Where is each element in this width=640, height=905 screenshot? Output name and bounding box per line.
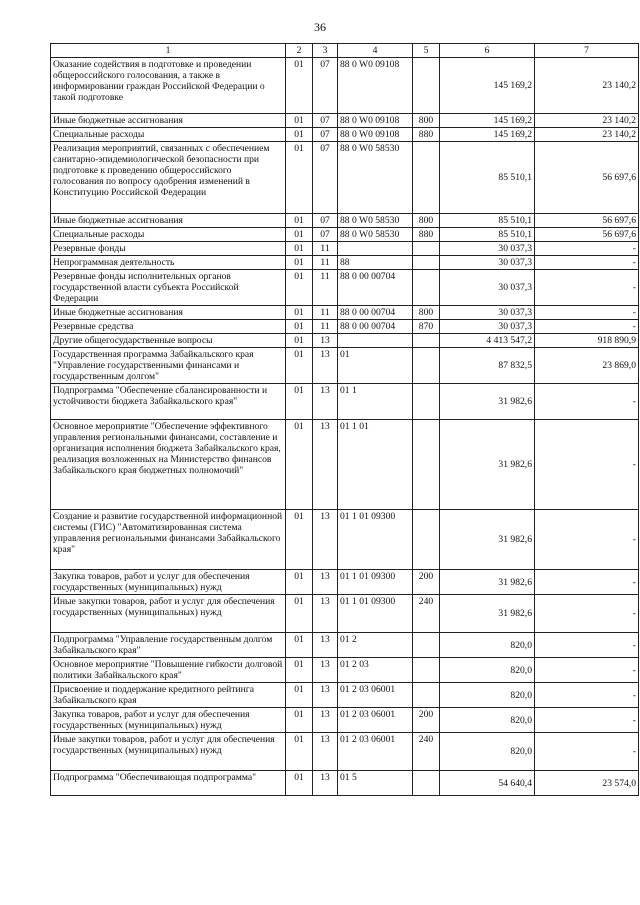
row-section: 01 (286, 658, 313, 683)
row-section: 01 (286, 214, 313, 228)
row-amount-2: - (535, 633, 639, 658)
row-name: Создание и развитие государственной информационной системы (ГИС) "Автоматизированная система управления региональными финансами Забайкальского края" (51, 510, 286, 570)
row-section: 01 (286, 771, 313, 796)
row-subsection: 11 (313, 270, 338, 306)
row-amount-1: 30 037,3 (440, 270, 535, 306)
row-amount-1: 145 169,2 (440, 58, 535, 114)
row-expense-type: 800 (413, 306, 440, 320)
row-expense-type (413, 771, 440, 796)
table-row (51, 142, 639, 214)
row-target-article: 88 0 00 00704 (338, 270, 413, 306)
row-subsection: 13 (313, 510, 338, 570)
table-row (51, 242, 639, 256)
row-amount-2: - (535, 256, 639, 270)
table-header-row (51, 44, 639, 58)
table-row (51, 320, 639, 334)
table-row (51, 128, 639, 142)
row-name: Государственная программа Забайкальского края "Управление государственными финансами и государственным долгом" (51, 348, 286, 384)
row-amount-1: 31 982,6 (440, 570, 535, 595)
table-row (51, 708, 639, 733)
row-target-article: 01 (338, 348, 413, 384)
row-amount-2: - (535, 242, 639, 256)
row-expense-type (413, 348, 440, 384)
row-amount-1: 30 037,3 (440, 306, 535, 320)
row-target-article: 88 0 W0 09108 (338, 128, 413, 142)
table-row (51, 771, 639, 796)
row-expense-type (413, 334, 440, 348)
row-amount-1: 145 169,2 (440, 114, 535, 128)
row-name: Специальные расходы (51, 128, 286, 142)
row-subsection: 07 (313, 114, 338, 128)
row-name: Закупка товаров, работ и услуг для обеспечения государственных (муниципальных) нужд (51, 570, 286, 595)
budget-table (50, 43, 639, 796)
row-amount-1: 31 982,6 (440, 384, 535, 420)
header-col-7: 7 (535, 44, 639, 58)
row-subsection: 13 (313, 384, 338, 420)
row-subsection: 11 (313, 320, 338, 334)
table-row (51, 256, 639, 270)
row-name: Присвоение и поддержание кредитного рейтинга Забайкальского края (51, 683, 286, 708)
table-row (51, 658, 639, 683)
row-amount-1: 31 982,6 (440, 510, 535, 570)
row-section: 01 (286, 334, 313, 348)
row-section: 01 (286, 570, 313, 595)
row-expense-type (413, 658, 440, 683)
row-target-article: 88 0 W0 58530 (338, 142, 413, 214)
row-subsection: 13 (313, 771, 338, 796)
row-section: 01 (286, 633, 313, 658)
row-target-article: 01 1 01 09300 (338, 570, 413, 595)
row-name: Иные бюджетные ассигнования (51, 214, 286, 228)
row-section: 01 (286, 348, 313, 384)
row-target-article: 88 0 W0 09108 (338, 58, 413, 114)
header-col-3: 3 (313, 44, 338, 58)
table-row (51, 228, 639, 242)
row-amount-1: 85 510,1 (440, 214, 535, 228)
row-expense-type (413, 242, 440, 256)
table-row (51, 420, 639, 510)
table-row (51, 58, 639, 114)
row-expense-type: 800 (413, 214, 440, 228)
header-col-2: 2 (286, 44, 313, 58)
row-section: 01 (286, 708, 313, 733)
row-section: 01 (286, 683, 313, 708)
row-name: Основное мероприятие "Обеспечение эффективного управления региональными финансами, составление и организация исполнения бюджета Забайкальского края, реализация возложенных на Министерство финансов Забайкальского края бюджетных полномочий" (51, 420, 286, 510)
row-amount-2: - (535, 708, 639, 733)
row-amount-1: 30 037,3 (440, 242, 535, 256)
row-expense-type: 880 (413, 128, 440, 142)
header-col-6: 6 (440, 44, 535, 58)
row-subsection: 11 (313, 306, 338, 320)
row-amount-2: - (535, 658, 639, 683)
row-amount-2: - (535, 733, 639, 771)
row-section: 01 (286, 384, 313, 420)
header-col-4: 4 (338, 44, 413, 58)
row-section: 01 (286, 228, 313, 242)
row-amount-2: - (535, 510, 639, 570)
table-row (51, 733, 639, 771)
table-row (51, 348, 639, 384)
row-name: Резервные фонды (51, 242, 286, 256)
row-amount-1: 54 640,4 (440, 771, 535, 796)
row-target-article: 88 0 W0 58530 (338, 214, 413, 228)
row-target-article (338, 334, 413, 348)
row-expense-type (413, 142, 440, 214)
row-section: 01 (286, 114, 313, 128)
row-name: Резервные средства (51, 320, 286, 334)
row-expense-type: 240 (413, 595, 440, 633)
row-expense-type (413, 58, 440, 114)
table-row (51, 633, 639, 658)
row-name: Подпрограмма "Обеспечение сбалансированности и устойчивости бюджета Забайкальского края" (51, 384, 286, 420)
table-row (51, 114, 639, 128)
row-amount-2: 56 697,6 (535, 142, 639, 214)
row-subsection: 07 (313, 128, 338, 142)
row-name: Закупка товаров, работ и услуг для обеспечения государственных (муниципальных) нужд (51, 708, 286, 733)
row-amount-1: 31 982,6 (440, 595, 535, 633)
row-section: 01 (286, 270, 313, 306)
table-row (51, 270, 639, 306)
row-amount-1: 820,0 (440, 633, 535, 658)
row-subsection: 13 (313, 733, 338, 771)
row-amount-1: 820,0 (440, 658, 535, 683)
row-section: 01 (286, 733, 313, 771)
row-expense-type: 800 (413, 114, 440, 128)
row-amount-1: 87 832,5 (440, 348, 535, 384)
row-name: Оказание содействия в подготовке и проведении общероссийского голосования, а также в информировании граждан Российской Федерации о такой подготовке (51, 58, 286, 114)
header-col-1: 1 (51, 44, 286, 58)
row-amount-1: 30 037,3 (440, 256, 535, 270)
row-expense-type: 240 (413, 733, 440, 771)
row-subsection: 07 (313, 58, 338, 114)
row-section: 01 (286, 320, 313, 334)
row-name: Подпрограмма "Управление государственным долгом Забайкальского края" (51, 633, 286, 658)
row-amount-2: 23 140,2 (535, 128, 639, 142)
row-amount-2: - (535, 306, 639, 320)
row-amount-2: 918 890,9 (535, 334, 639, 348)
row-subsection: 13 (313, 334, 338, 348)
table-row (51, 683, 639, 708)
row-expense-type (413, 420, 440, 510)
row-target-article: 01 1 (338, 384, 413, 420)
row-target-article: 01 1 01 (338, 420, 413, 510)
row-name: Основное мероприятие "Повышение гибкости долговой политики Забайкальского края" (51, 658, 286, 683)
table-row (51, 570, 639, 595)
row-section: 01 (286, 420, 313, 510)
row-target-article: 01 2 03 06001 (338, 683, 413, 708)
table-row (51, 595, 639, 633)
table-row (51, 334, 639, 348)
row-amount-1: 4 413 547,2 (440, 334, 535, 348)
row-name: Другие общегосударственные вопросы (51, 334, 286, 348)
row-target-article: 88 0 00 00704 (338, 320, 413, 334)
row-target-article: 01 1 01 09300 (338, 595, 413, 633)
row-section: 01 (286, 510, 313, 570)
row-subsection: 13 (313, 348, 338, 384)
row-target-article: 88 0 W0 09108 (338, 114, 413, 128)
row-expense-type: 880 (413, 228, 440, 242)
row-amount-2: - (535, 683, 639, 708)
row-section: 01 (286, 242, 313, 256)
row-section: 01 (286, 58, 313, 114)
row-amount-1: 820,0 (440, 733, 535, 771)
row-amount-2: 23 140,2 (535, 114, 639, 128)
row-subsection: 11 (313, 256, 338, 270)
row-expense-type (413, 683, 440, 708)
row-section: 01 (286, 256, 313, 270)
row-name: Подпрограмма "Обеспечивающая подпрограмма" (51, 771, 286, 796)
row-expense-type (413, 633, 440, 658)
row-name: Иные бюджетные ассигнования (51, 306, 286, 320)
row-target-article: 88 0 W0 58530 (338, 228, 413, 242)
row-subsection: 07 (313, 214, 338, 228)
row-amount-2: - (535, 595, 639, 633)
row-expense-type: 200 (413, 570, 440, 595)
row-amount-1: 820,0 (440, 683, 535, 708)
row-subsection: 07 (313, 142, 338, 214)
row-amount-2: 56 697,6 (535, 228, 639, 242)
row-subsection: 07 (313, 228, 338, 242)
row-amount-2: 23 869,0 (535, 348, 639, 384)
row-amount-2: 23 574,0 (535, 771, 639, 796)
row-expense-type (413, 256, 440, 270)
row-target-article: 01 2 03 06001 (338, 708, 413, 733)
row-expense-type (413, 270, 440, 306)
row-expense-type (413, 510, 440, 570)
row-amount-2: - (535, 420, 639, 510)
row-target-article: 01 1 01 09300 (338, 510, 413, 570)
row-target-article: 01 2 (338, 633, 413, 658)
header-col-5: 5 (413, 44, 440, 58)
table-row (51, 384, 639, 420)
table-row (51, 510, 639, 570)
row-expense-type: 870 (413, 320, 440, 334)
row-amount-1: 30 037,3 (440, 320, 535, 334)
row-target-article: 88 0 00 00704 (338, 306, 413, 320)
row-name: Резервные фонды исполнительных органов государственной власти субъекта Российской Федерации (51, 270, 286, 306)
row-subsection: 13 (313, 595, 338, 633)
row-amount-1: 85 510,1 (440, 228, 535, 242)
row-amount-1: 145 169,2 (440, 128, 535, 142)
row-amount-2: - (535, 384, 639, 420)
row-name: Иные закупки товаров, работ и услуг для обеспечения государственных (муниципальных) нужд (51, 733, 286, 771)
row-subsection: 13 (313, 570, 338, 595)
row-section: 01 (286, 595, 313, 633)
row-subsection: 11 (313, 242, 338, 256)
row-amount-2: - (535, 320, 639, 334)
row-amount-2: - (535, 270, 639, 306)
row-amount-1: 820,0 (440, 708, 535, 733)
row-name: Иные закупки товаров, работ и услуг для обеспечения государственных (муниципальных) нужд (51, 595, 286, 633)
row-amount-2: 56 697,6 (535, 214, 639, 228)
row-target-article: 01 2 03 (338, 658, 413, 683)
row-subsection: 13 (313, 658, 338, 683)
row-subsection: 13 (313, 420, 338, 510)
table-row (51, 306, 639, 320)
row-subsection: 13 (313, 683, 338, 708)
row-amount-1: 31 982,6 (440, 420, 535, 510)
row-target-article: 88 (338, 256, 413, 270)
row-subsection: 13 (313, 708, 338, 733)
row-name: Иные бюджетные ассигнования (51, 114, 286, 128)
row-section: 01 (286, 128, 313, 142)
row-target-article: 01 2 03 06001 (338, 733, 413, 771)
row-amount-1: 85 510,1 (440, 142, 535, 214)
row-name: Специальные расходы (51, 228, 286, 242)
row-section: 01 (286, 306, 313, 320)
row-name: Непрограммная деятельность (51, 256, 286, 270)
page-number: 36 (314, 20, 326, 34)
row-target-article: 01 5 (338, 771, 413, 796)
row-expense-type: 200 (413, 708, 440, 733)
budget-table-body (51, 44, 639, 796)
row-section: 01 (286, 142, 313, 214)
table-row (51, 214, 639, 228)
row-amount-2: - (535, 570, 639, 595)
row-subsection: 13 (313, 633, 338, 658)
row-expense-type (413, 384, 440, 420)
row-name: Реализация мероприятий, связанных с обеспечением санитарно-эпидемиологической безопасности при подготовке к проведению общероссийского голосования по вопросу одобрения изменений в Конституцию Российской Федерации (51, 142, 286, 214)
row-target-article (338, 242, 413, 256)
row-amount-2: 23 140,2 (535, 58, 639, 114)
